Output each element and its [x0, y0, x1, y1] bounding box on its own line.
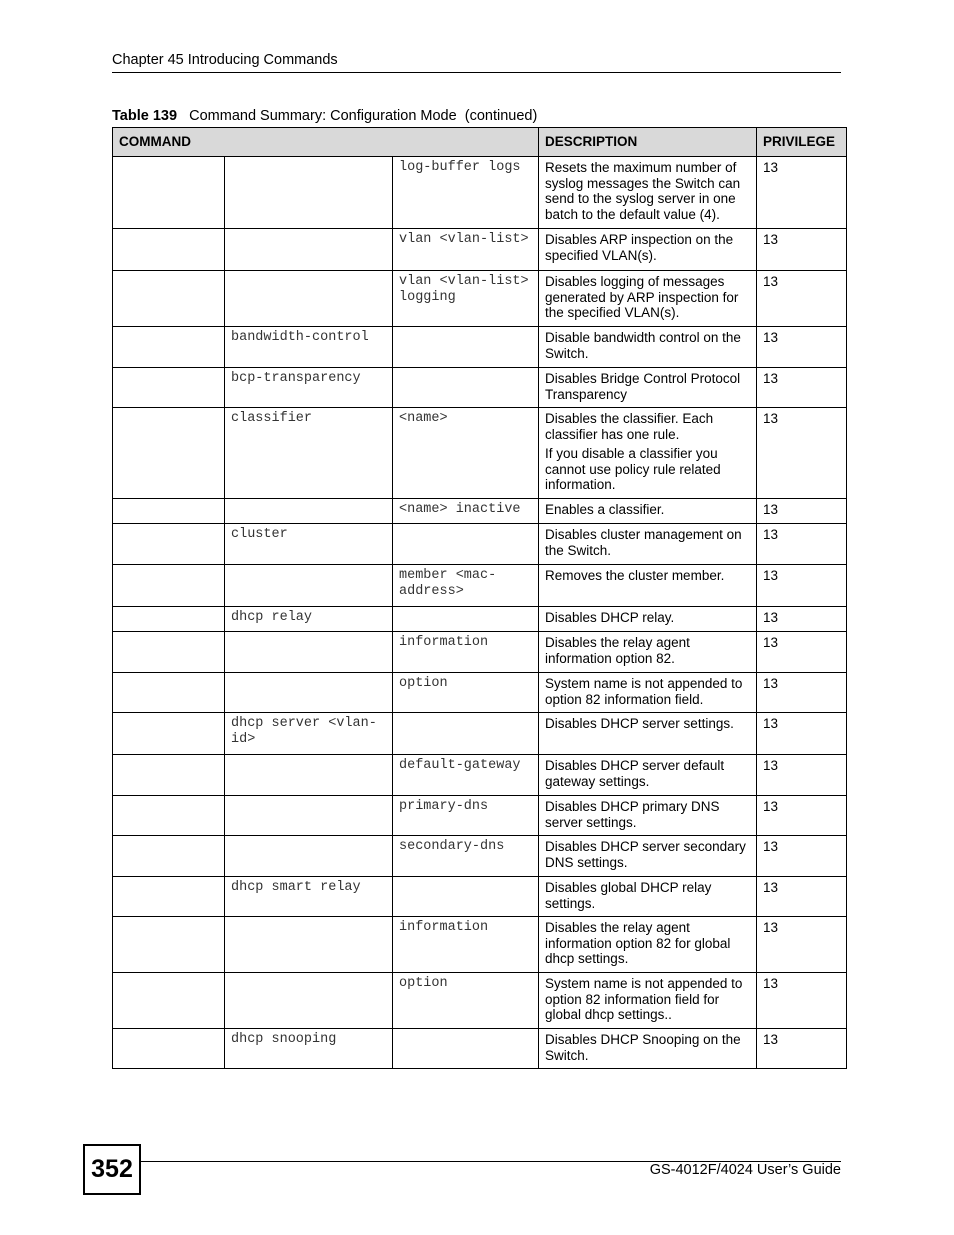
- table-row: [113, 917, 847, 973]
- table-row: [113, 368, 847, 408]
- command-level-3: member <mac-address>: [393, 565, 539, 607]
- command-level-2: [225, 673, 393, 713]
- description-text: Removes the cluster member.: [545, 568, 725, 583]
- description-cell: [539, 271, 757, 327]
- privilege-cell: 13: [757, 157, 847, 229]
- command-level-2: [225, 157, 393, 229]
- column-header-command: COMMAND: [113, 128, 539, 157]
- description-text: Disables the classifier. Each classifier has one rule.: [545, 411, 714, 442]
- command-level-1: [113, 408, 225, 499]
- privilege-cell: 13: [757, 973, 847, 1029]
- table-row: [113, 524, 847, 565]
- table-row: [113, 973, 847, 1029]
- description-cell: [539, 877, 757, 917]
- command-level-3: [393, 713, 539, 755]
- description-text: If you disable a classifier you cannot use policy rule related information.: [545, 446, 721, 492]
- header-divider: [112, 72, 841, 73]
- table-row: [113, 713, 847, 755]
- command-level-2: [225, 755, 393, 796]
- description-cell: [539, 917, 757, 973]
- description-cell: [539, 1029, 757, 1069]
- column-header-privilege: PRIVILEGE: [757, 128, 847, 157]
- table-row: [113, 408, 847, 499]
- command-level-2: [225, 632, 393, 673]
- description-text: Enables a classifier.: [545, 502, 665, 517]
- command-level-3: log-buffer logs: [393, 157, 539, 229]
- command-level-2: classifier: [225, 408, 393, 499]
- description-cell: [539, 157, 757, 229]
- description-text: System name is not appended to option 82 information field for global dhcp settings..: [545, 976, 743, 1022]
- description-cell: [539, 673, 757, 713]
- command-level-3: option: [393, 973, 539, 1029]
- privilege-cell: 13: [757, 368, 847, 408]
- description-text: Disables DHCP Snooping on the Switch.: [545, 1032, 741, 1063]
- command-level-2: cluster: [225, 524, 393, 565]
- command-level-1: [113, 524, 225, 565]
- privilege-cell: 13: [757, 607, 847, 632]
- privilege-cell: 13: [757, 673, 847, 713]
- table-caption-label: Table 139: [112, 108, 178, 124]
- command-level-2: dhcp server <vlan-id>: [225, 713, 393, 755]
- table-row: [113, 836, 847, 877]
- table-row: [113, 1029, 847, 1069]
- description-text: Disables Bridge Control Protocol Transparency: [545, 371, 741, 402]
- description-cell: [539, 565, 757, 607]
- description-cell: [539, 368, 757, 408]
- privilege-cell: 13: [757, 271, 847, 327]
- privilege-cell: 13: [757, 632, 847, 673]
- command-level-3: default-gateway: [393, 755, 539, 796]
- table-row: [113, 632, 847, 673]
- table-caption: [112, 108, 537, 124]
- command-level-2: [225, 229, 393, 271]
- privilege-cell: 13: [757, 524, 847, 565]
- command-level-3: [393, 524, 539, 565]
- table-row: [113, 157, 847, 229]
- command-level-3: <name>: [393, 408, 539, 499]
- command-level-3: [393, 607, 539, 632]
- table-row: [113, 499, 847, 524]
- command-level-1: [113, 368, 225, 408]
- table-row: [113, 229, 847, 271]
- privilege-cell: 13: [757, 1029, 847, 1069]
- command-level-2: [225, 271, 393, 327]
- description-cell: [539, 499, 757, 524]
- table-header-row: [113, 128, 847, 157]
- description-text: Resets the maximum number of syslog messages the Switch can send to the syslog server in one batch to the default value (4).: [545, 160, 741, 222]
- description-cell: [539, 755, 757, 796]
- privilege-cell: 13: [757, 229, 847, 271]
- command-level-2: dhcp snooping: [225, 1029, 393, 1069]
- description-text: Disables global DHCP relay settings.: [545, 880, 712, 911]
- command-level-1: [113, 607, 225, 632]
- description-text: Disables cluster management on the Switch.: [545, 527, 742, 558]
- description-cell: [539, 327, 757, 368]
- privilege-cell: 13: [757, 836, 847, 877]
- command-level-1: [113, 973, 225, 1029]
- command-level-3: vlan <vlan-list>: [393, 229, 539, 271]
- command-level-1: [113, 836, 225, 877]
- command-level-3: [393, 1029, 539, 1069]
- command-level-3: [393, 368, 539, 408]
- command-level-1: [113, 713, 225, 755]
- command-level-2: dhcp relay: [225, 607, 393, 632]
- command-level-2: [225, 973, 393, 1029]
- description-text: Disables DHCP server default gateway settings.: [545, 758, 725, 789]
- command-level-3: option: [393, 673, 539, 713]
- privilege-cell: 13: [757, 917, 847, 973]
- command-level-2: dhcp smart relay: [225, 877, 393, 917]
- description-text: Disables DHCP server secondary DNS settings.: [545, 839, 746, 870]
- description-cell: [539, 836, 757, 877]
- description-text: System name is not appended to option 82 information field.: [545, 676, 743, 707]
- table-row: [113, 755, 847, 796]
- table-row: [113, 796, 847, 836]
- description-cell: [539, 229, 757, 271]
- command-level-1: [113, 673, 225, 713]
- description-cell: [539, 632, 757, 673]
- command-level-1: [113, 499, 225, 524]
- description-text: Disables DHCP server settings.: [545, 716, 734, 731]
- description-cell: [539, 408, 757, 499]
- command-level-1: [113, 565, 225, 607]
- command-summary-table: [112, 127, 847, 1069]
- privilege-cell: 13: [757, 796, 847, 836]
- description-cell: [539, 973, 757, 1029]
- description-text: Disables the relay agent information option 82.: [545, 635, 690, 666]
- command-level-1: [113, 632, 225, 673]
- description-text: Disables DHCP relay.: [545, 610, 675, 625]
- command-level-2: [225, 836, 393, 877]
- description-text: Disables DHCP primary DNS server settings.: [545, 799, 720, 830]
- command-level-1: [113, 917, 225, 973]
- command-level-1: [113, 796, 225, 836]
- command-level-2: [225, 917, 393, 973]
- command-level-3: <name> inactive: [393, 499, 539, 524]
- privilege-cell: 13: [757, 755, 847, 796]
- command-level-1: [113, 1029, 225, 1069]
- page-number: 352: [83, 1144, 141, 1195]
- command-level-1: [113, 755, 225, 796]
- column-header-description: DESCRIPTION: [539, 128, 757, 157]
- privilege-cell: 13: [757, 565, 847, 607]
- description-text: Disables logging of messages generated by ARP inspection for the specified VLAN(s).: [545, 274, 739, 320]
- command-level-2: [225, 499, 393, 524]
- table-row: [113, 607, 847, 632]
- command-level-1: [113, 877, 225, 917]
- command-level-3: vlan <vlan-list> logging: [393, 271, 539, 327]
- table-body: [113, 157, 847, 1069]
- command-level-3: [393, 877, 539, 917]
- command-level-3: [393, 327, 539, 368]
- command-level-3: information: [393, 632, 539, 673]
- command-level-1: [113, 229, 225, 271]
- command-level-2: [225, 796, 393, 836]
- guide-title: GS-4012F/4024 User’s Guide: [649, 1162, 841, 1178]
- command-level-3: primary-dns: [393, 796, 539, 836]
- table-row: [113, 327, 847, 368]
- command-level-3: information: [393, 917, 539, 973]
- description-text: Disables ARP inspection on the specified VLAN(s).: [545, 232, 734, 263]
- table-row: [113, 877, 847, 917]
- table-row: [113, 565, 847, 607]
- description-text: Disables the relay agent information option 82 for global dhcp settings.: [545, 920, 731, 966]
- table-row: [113, 673, 847, 713]
- command-level-1: [113, 271, 225, 327]
- privilege-cell: 13: [757, 877, 847, 917]
- command-level-1: [113, 157, 225, 229]
- privilege-cell: 13: [757, 408, 847, 499]
- description-cell: [539, 713, 757, 755]
- privilege-cell: 13: [757, 327, 847, 368]
- table-row: [113, 271, 847, 327]
- privilege-cell: 13: [757, 713, 847, 755]
- description-cell: [539, 524, 757, 565]
- command-level-2: bcp-transparency: [225, 368, 393, 408]
- command-level-2: [225, 565, 393, 607]
- description-cell: [539, 607, 757, 632]
- command-level-1: [113, 327, 225, 368]
- description-text: Disable bandwidth control on the Switch.: [545, 330, 741, 361]
- table-caption-text: Command Summary: Configuration Mode (continued): [189, 108, 538, 124]
- privilege-cell: 13: [757, 499, 847, 524]
- command-level-2: bandwidth-control: [225, 327, 393, 368]
- chapter-header: Chapter 45 Introducing Commands: [112, 52, 338, 68]
- description-cell: [539, 796, 757, 836]
- command-level-3: secondary-dns: [393, 836, 539, 877]
